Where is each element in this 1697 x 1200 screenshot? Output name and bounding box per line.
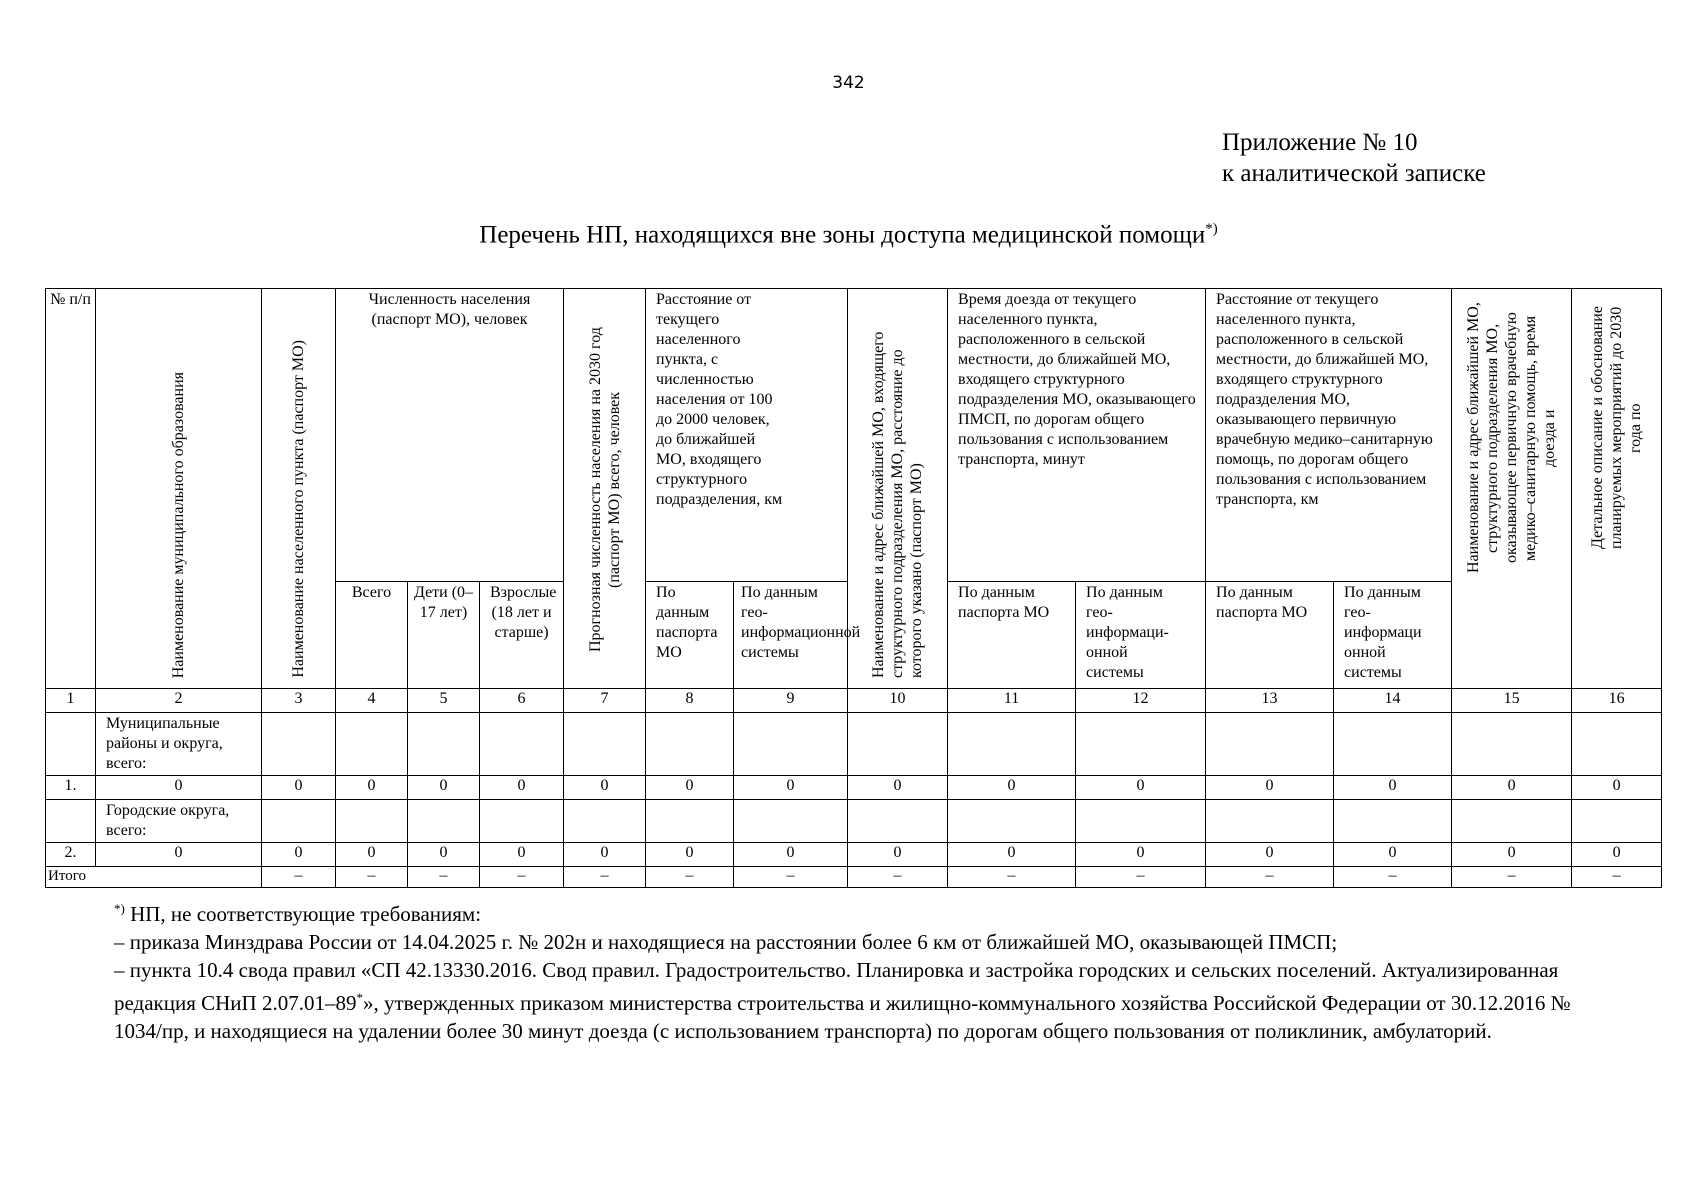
- header-row-1: [46, 289, 1662, 582]
- col-number: 9: [734, 689, 848, 713]
- section-label: Городские округа, всего:: [96, 800, 262, 843]
- cell-value: 0: [1452, 843, 1572, 867]
- cell-value: 0: [96, 776, 262, 800]
- subheader-passport-mo-11: По данным паспорта МО: [948, 582, 1076, 689]
- cell-value: 0: [564, 843, 646, 867]
- document-title-text: Перечень НП, находящихся вне зоны доступа медицинской помощи: [479, 221, 1206, 249]
- col-number: 3: [262, 689, 336, 713]
- col-number: 5: [408, 689, 480, 713]
- subheader-adults: Взрослые (18 лет и старше): [480, 582, 564, 689]
- footnote-line-3a: – пункта 10.4 свода правил «СП 42.13330.2016. Свод правил. Градостроительство. Планировка и застройка городских и сельских поселений. Актуализированная редакция СНиП 2.07.01–89: [114, 958, 1559, 1015]
- cell-value: 0: [408, 776, 480, 800]
- footnote-inner-mark: *: [356, 990, 363, 1005]
- footnote-line-2: – приказа Минздрава России от 14.04.2025 г. № 202н и находящиеся на расстоянии более 6 км от ближайшей МО, оказывающей ПМСП;: [114, 930, 1338, 954]
- document-title-footnote-mark: *): [1205, 221, 1218, 237]
- col-number: 13: [1206, 689, 1334, 713]
- header-population-group: Численность населения (паспорт МО), человек: [336, 289, 564, 582]
- header-distance2-group: Расстояние от текущего населенного пункта, расположенного в сельской местности, до ближайшей МО, входящего структурного подразделения МО, оказывающего первичную врачебную медико–санитарную помощь, по дорогам общего пользования с использованием транспорта, км: [1206, 289, 1452, 582]
- header-np-name: [262, 289, 336, 689]
- cell-value: 0: [336, 776, 408, 800]
- header-distance-group: Расстояние от текущего населенного пункта, с численностью населения от 100 до 2000 человек, до ближайшей МО, входящего структурного подразделения, км: [646, 289, 848, 582]
- cell-value: 0: [96, 843, 262, 867]
- cell-value: 0: [1452, 776, 1572, 800]
- header-num: № п/п: [46, 289, 96, 689]
- footnote-line-1: НП, не соответствующие требованиям:: [124, 902, 482, 926]
- total-value: –: [734, 867, 848, 888]
- cell-value: 0: [848, 843, 948, 867]
- total-value: –: [336, 867, 408, 888]
- col-number: 11: [948, 689, 1076, 713]
- total-row: [46, 867, 1662, 888]
- cell-value: 0: [480, 843, 564, 867]
- subheader-geo-12: По данным гео-информаци-онной системы: [1076, 582, 1206, 689]
- subheader-passport-mo-13: По данным паспорта МО: [1206, 582, 1334, 689]
- cell-value: 0: [336, 843, 408, 867]
- cell-value: 0: [564, 776, 646, 800]
- cell-value: 0: [262, 776, 336, 800]
- header-nearest-mo-text: Наименование и адрес ближайшей МО, входящего структурного подразделения МО, расстояние до которого указано (паспорт МО): [870, 331, 926, 678]
- col-number: 1: [46, 689, 96, 713]
- cell-value: 0: [646, 843, 734, 867]
- appendix-caption: [1222, 127, 1486, 189]
- header-measures: [1572, 289, 1662, 689]
- row-number: 1.: [46, 776, 96, 800]
- total-label: Итого: [46, 867, 262, 888]
- total-value: –: [1572, 867, 1662, 888]
- total-value: –: [1206, 867, 1334, 888]
- footnote: [114, 895, 1614, 1045]
- cell-value: 0: [408, 843, 480, 867]
- footnote-line-3: [114, 956, 1614, 1045]
- footnote-mark: *): [114, 901, 125, 916]
- header-primary-care-text: Наименование и адрес ближайшей МО, структурного подразделения МО, оказывающее первичную врачебную медико–санитарную помощь, время доезда и: [1465, 302, 1559, 574]
- total-value: –: [480, 867, 564, 888]
- appendix-line-1: Приложение № 10: [1222, 129, 1418, 156]
- cell-value: 0: [1572, 776, 1662, 800]
- header-primary-care: [1452, 289, 1572, 689]
- section-row: [46, 713, 1662, 776]
- header-np-name-text: Наименование населенного пункта (паспорт МО): [290, 340, 307, 678]
- total-value: –: [848, 867, 948, 888]
- cell-value: 0: [646, 776, 734, 800]
- cell-value: 0: [734, 843, 848, 867]
- table-row: [46, 843, 1662, 867]
- header-measures-text: Детальное описание и обоснование планируемых мероприятий до 2030 года по: [1589, 306, 1645, 550]
- cell-value: 0: [1076, 843, 1206, 867]
- cell-value: 0: [1206, 843, 1334, 867]
- col-number: 16: [1572, 689, 1662, 713]
- column-numbers-row: [46, 689, 1662, 713]
- subheader-children: Дети (0–17 лет): [408, 582, 480, 689]
- cell-value: 0: [1334, 843, 1452, 867]
- header-time-group: Время доезда от текущего населенного пункта, расположенного в сельской местности, до ближайшей МО, входящего структурного подразделения МО, оказывающего ПМСП, по дорогам общего пользования с использованием транспорта, минут: [948, 289, 1206, 582]
- document-title: [0, 221, 1697, 249]
- col-number: 4: [336, 689, 408, 713]
- total-value: –: [262, 867, 336, 888]
- cell-value: 0: [1076, 776, 1206, 800]
- total-value: –: [646, 867, 734, 888]
- cell-value: 0: [480, 776, 564, 800]
- cell-value: 0: [1572, 843, 1662, 867]
- header-forecast-text: Прогнозная численность населения на 2030 год (паспорт МО) всего, человек: [586, 327, 623, 653]
- header-mun-name-text: Наименование муниципального образования: [170, 371, 187, 678]
- subheader-total: Всего: [336, 582, 408, 689]
- col-number: 14: [1334, 689, 1452, 713]
- page-number: 342: [832, 73, 865, 93]
- footnote-intro: [114, 895, 1614, 928]
- total-value: –: [1452, 867, 1572, 888]
- row-number: 2.: [46, 843, 96, 867]
- section-row: [46, 800, 1662, 843]
- footnote-line-3b: », утвержденных приказом министерства строительства и жилищно-коммунального хозяйства Российской Федерации от 30.12.2016 № 1034/пр, и находящиеся на удалении более 30 минут доезда (с использованием транспорта) по дорогам общего пользования от поликлиник, амбулаторий.: [114, 991, 1571, 1043]
- subheader-geo-14: По данным гео-информаци онной системы: [1334, 582, 1452, 689]
- cell-value: 0: [948, 843, 1076, 867]
- settlements-table: [45, 288, 1662, 888]
- cell-value: 0: [262, 843, 336, 867]
- cell-value: 0: [734, 776, 848, 800]
- col-number: 12: [1076, 689, 1206, 713]
- col-number: 7: [564, 689, 646, 713]
- total-value: –: [408, 867, 480, 888]
- header-mun-name: [96, 289, 262, 689]
- cell-value: 0: [948, 776, 1076, 800]
- cell-value: 0: [848, 776, 948, 800]
- subheader-geo: По данным гео-информационной системы: [734, 582, 848, 689]
- section-label: Муниципальные районы и округа, всего:: [96, 713, 262, 776]
- header-nearest-mo: [848, 289, 948, 689]
- total-value: –: [1076, 867, 1206, 888]
- total-value: –: [1334, 867, 1452, 888]
- col-number: 6: [480, 689, 564, 713]
- cell-value: 0: [1334, 776, 1452, 800]
- appendix-line-2: к аналитической записке: [1222, 160, 1486, 187]
- total-value: –: [564, 867, 646, 888]
- col-number: 8: [646, 689, 734, 713]
- col-number: 2: [96, 689, 262, 713]
- col-number: 10: [848, 689, 948, 713]
- header-forecast: [564, 289, 646, 689]
- subheader-passport-mo: По данным паспорта МО: [646, 582, 734, 689]
- cell-value: 0: [1206, 776, 1334, 800]
- total-value: –: [948, 867, 1076, 888]
- col-number: 15: [1452, 689, 1572, 713]
- table-row: [46, 776, 1662, 800]
